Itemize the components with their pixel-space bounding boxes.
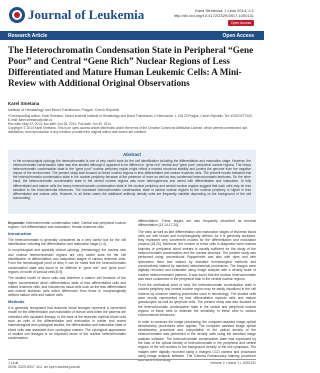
article-dates: Rec date: May 22, 2014; Acc date: Jun 26, 2014; Pub date: Jun 30, 2014 <box>8 122 111 126</box>
citation-meta <box>174 8 254 18</box>
paragraph: From the methodical point of view, the heterochromatin condensation state in nuclear periphery and central nuclear region may be easily visualized in the cell nucleus by common staining procedures used in hematology. The studied cells were mostly represented by less differentiated myeloid cells and mature granulocytes as well as lymphoid cells. The present study was also focused on the heterochromatin condensation state in the central and peripheral nuclear regions of these cells to estimate the sensitivity of these cells to various environmental influences. <box>138 283 256 318</box>
author-affiliation: Institute of Hematology and Blood Transfusion, Prague, Czech Republic <box>8 108 120 112</box>
citation: Kand Strelecká, J Leuk 2014, 2:1 <box>195 8 254 13</box>
keywords-text: Heterochromatin condensation state; Central and peripheral nuclear regions; Cell differentiation and maturation; Human leukemic cells <box>8 221 126 230</box>
open-access-badge: Open Access <box>228 20 254 26</box>
methods-heading: Methods <box>8 298 25 304</box>
article-title: The Heterochromatin Condensation State in Peripheral “Gene Poor” and Central “Gene Rich” Nuclear Regions of Less Differentiated and Mature Human Leukemic Cells: A Mini-Review with Additional Original Observations <box>8 45 254 88</box>
copyright-notice: Copyright: © 2014 Karel Smetana. This is an open-access article distributed under the terms of the Creative Commons Attribution License, which permits unrestricted use, distribution, and reproduction in any medium, provided the original author and source are credited. <box>8 126 248 134</box>
abstract-box <box>8 150 256 214</box>
paragraph: It is generally recognized that leukemic blood lineages represent a convenient model for the differentiation and maturation of human cells when the patients are untreated with cytostatic therapy. In the case of the leukemic myeloid blood cells such as cells of the differentiation and maturation in earlier and recent haematological and cytological studies, the differentiation and maturation state of blood cells was assessed from cytological smears. The cytological appearance of studied cell lineages is an important factor of the nuclear heterochromatin condensation. <box>8 306 126 341</box>
intro-heading: Introduction <box>8 230 32 236</box>
journal-logo-icon <box>8 6 26 24</box>
paragraph: The early as well as late differentiation and maturation stages of leukemic blood cells are well known and morphologically defined. As it is generally accepted, they represent very convenient models for the differentiation and maturation process [18,20]. Moreover, the number of these cells in diagnostic bone marrow biopsies or peripheral blood smears is usually sufficient for the study of the heterochromatin condensation and the nuclear structure. The present study was performed using conventional Pappenheim and also with dyes and with specimens fixed and stained by standard hematological methods and constructively stained by standard histochemical procedures. The images were digitally recorded and evaluated using image analysis with a density scale of nuclear heterochromatin patterns. It was found that the nuclear heterochromatin was more condensed in the peripheral than in the central nuclear regions. <box>138 229 256 281</box>
article-type-bar <box>0 31 264 40</box>
author-name: Karel Smetana <box>8 101 40 106</box>
journal-header <box>0 0 264 30</box>
abstract-text: In the morphological cytology the heterochromatin is one of very useful tools for the cell identification including the differentiation and maturation stage. However, the heterochromatin condensation state was less studied although it appeared to be different in “gene rich” central and “gene poor” peripheral nuclear regions. The heavy heterochromatin condensation state in the “gene poor” nuclear periphery region might reflect a marked structural stability and protect the genome from the negative impact of the environment. The present study was focused on these nuclear regions in less differentiated and mature leukemic cells. The present results indicated that the heterochromatin condensation state in the nuclear periphery because of the presence of more as well as less condensed heterochromatin territories. On the other hand, the heterochromatin condensation state in the central nuclear regions was more heterogeneous and varied with differentiation and maturation. In fully differentiated and mature cells the heavy heterochromatin condensation state in the nuclear periphery and central nuclear regions suggest that such cells may be less sensitive to the environmental influences. The increased heterochromatin condensation state in central nuclear regions to the nuclear periphery is higher in less differentiated and mature cells. However, in all these cases the additional antibody density units are frequently variable depending on the background of the cell surrounding. <box>13 159 251 200</box>
access-type: Open Access <box>222 33 254 39</box>
keywords <box>8 221 126 230</box>
abstract-heading: Abstract <box>123 152 141 157</box>
footer-issn: ISSN: 2329-6917 JLU, an open access journal <box>8 365 80 369</box>
paragraph: In order to measure the image processing, the computer-assisted image optical densitometry procedures were applied. The computer assisted image optical densitometry procedure and computation of the optical density of the heterochromatin was performed in the density units using the standard image analysis software. The heterochromatin condensation state was expressed by the ratio of the optical density of heterochromatin in the peripheral and central regions of the cell nucleus to the background density of the cell cytoplasm. The images were digitally recorded using a charged CCD camera and processed using image analysis software. The Gamma Romanovsky staining procedure was used in this study. <box>138 319 256 363</box>
left-column <box>8 221 126 342</box>
keywords-label: Keywords: <box>8 221 25 225</box>
article-type: Research Article <box>8 33 48 39</box>
paragraph: differentiation. These stages are also frequently described as terminal differentiation [13,14,17-20]. <box>138 219 256 228</box>
doi-link[interactable]: http://dx.doi.org/10.4172/2329-6917.1000131 <box>173 13 254 18</box>
journal-name: Journal of Leukemia <box>28 7 145 22</box>
page-footer <box>8 361 256 369</box>
footer-journal: J Leuk <box>8 361 19 365</box>
paragraph: In morphological and specially clinical cytology (hematology) the nuclear size and nuclear heterochromatin regions are very useful tools for the cell identification of differentiation and maturation stages of various leukemic cells. From the hematological point of view, it can be noted that the heterochromatin condensation state was found to be different in “gene rich” and “gene poor” regions of nuclei of various cells [5-9]. <box>8 248 126 274</box>
correspondence-block <box>8 114 256 134</box>
paragraph: The studied nuclei of blood cells was therefore a mature cell because of the higher concentration which differentiation state of less differentiated cells and mature leukemic cells, and included as usual cells such as the less differentiated and mature leukemic cells which differences from those in morphologically defined mature cells and mature cells. <box>8 276 126 298</box>
footer-divider <box>8 359 256 360</box>
corresponding-author: *Corresponding author: Karel Smetana, Senior scientist Institute of Hematology and Blood Transfusion, U Nemocnice 1, 128 20 Prague, Czech Republic, Tel: 420221977340; E-mail: karel.smetana@uhkt.cz <box>8 114 253 122</box>
footer-volume: Volume 2 • Issue 1 • 1000131 <box>210 361 256 365</box>
paragraph: The heterochromatin is generally considered as a very useful tool for the cell identification including the differentiation and maturation stage [1-4]. <box>8 237 126 247</box>
